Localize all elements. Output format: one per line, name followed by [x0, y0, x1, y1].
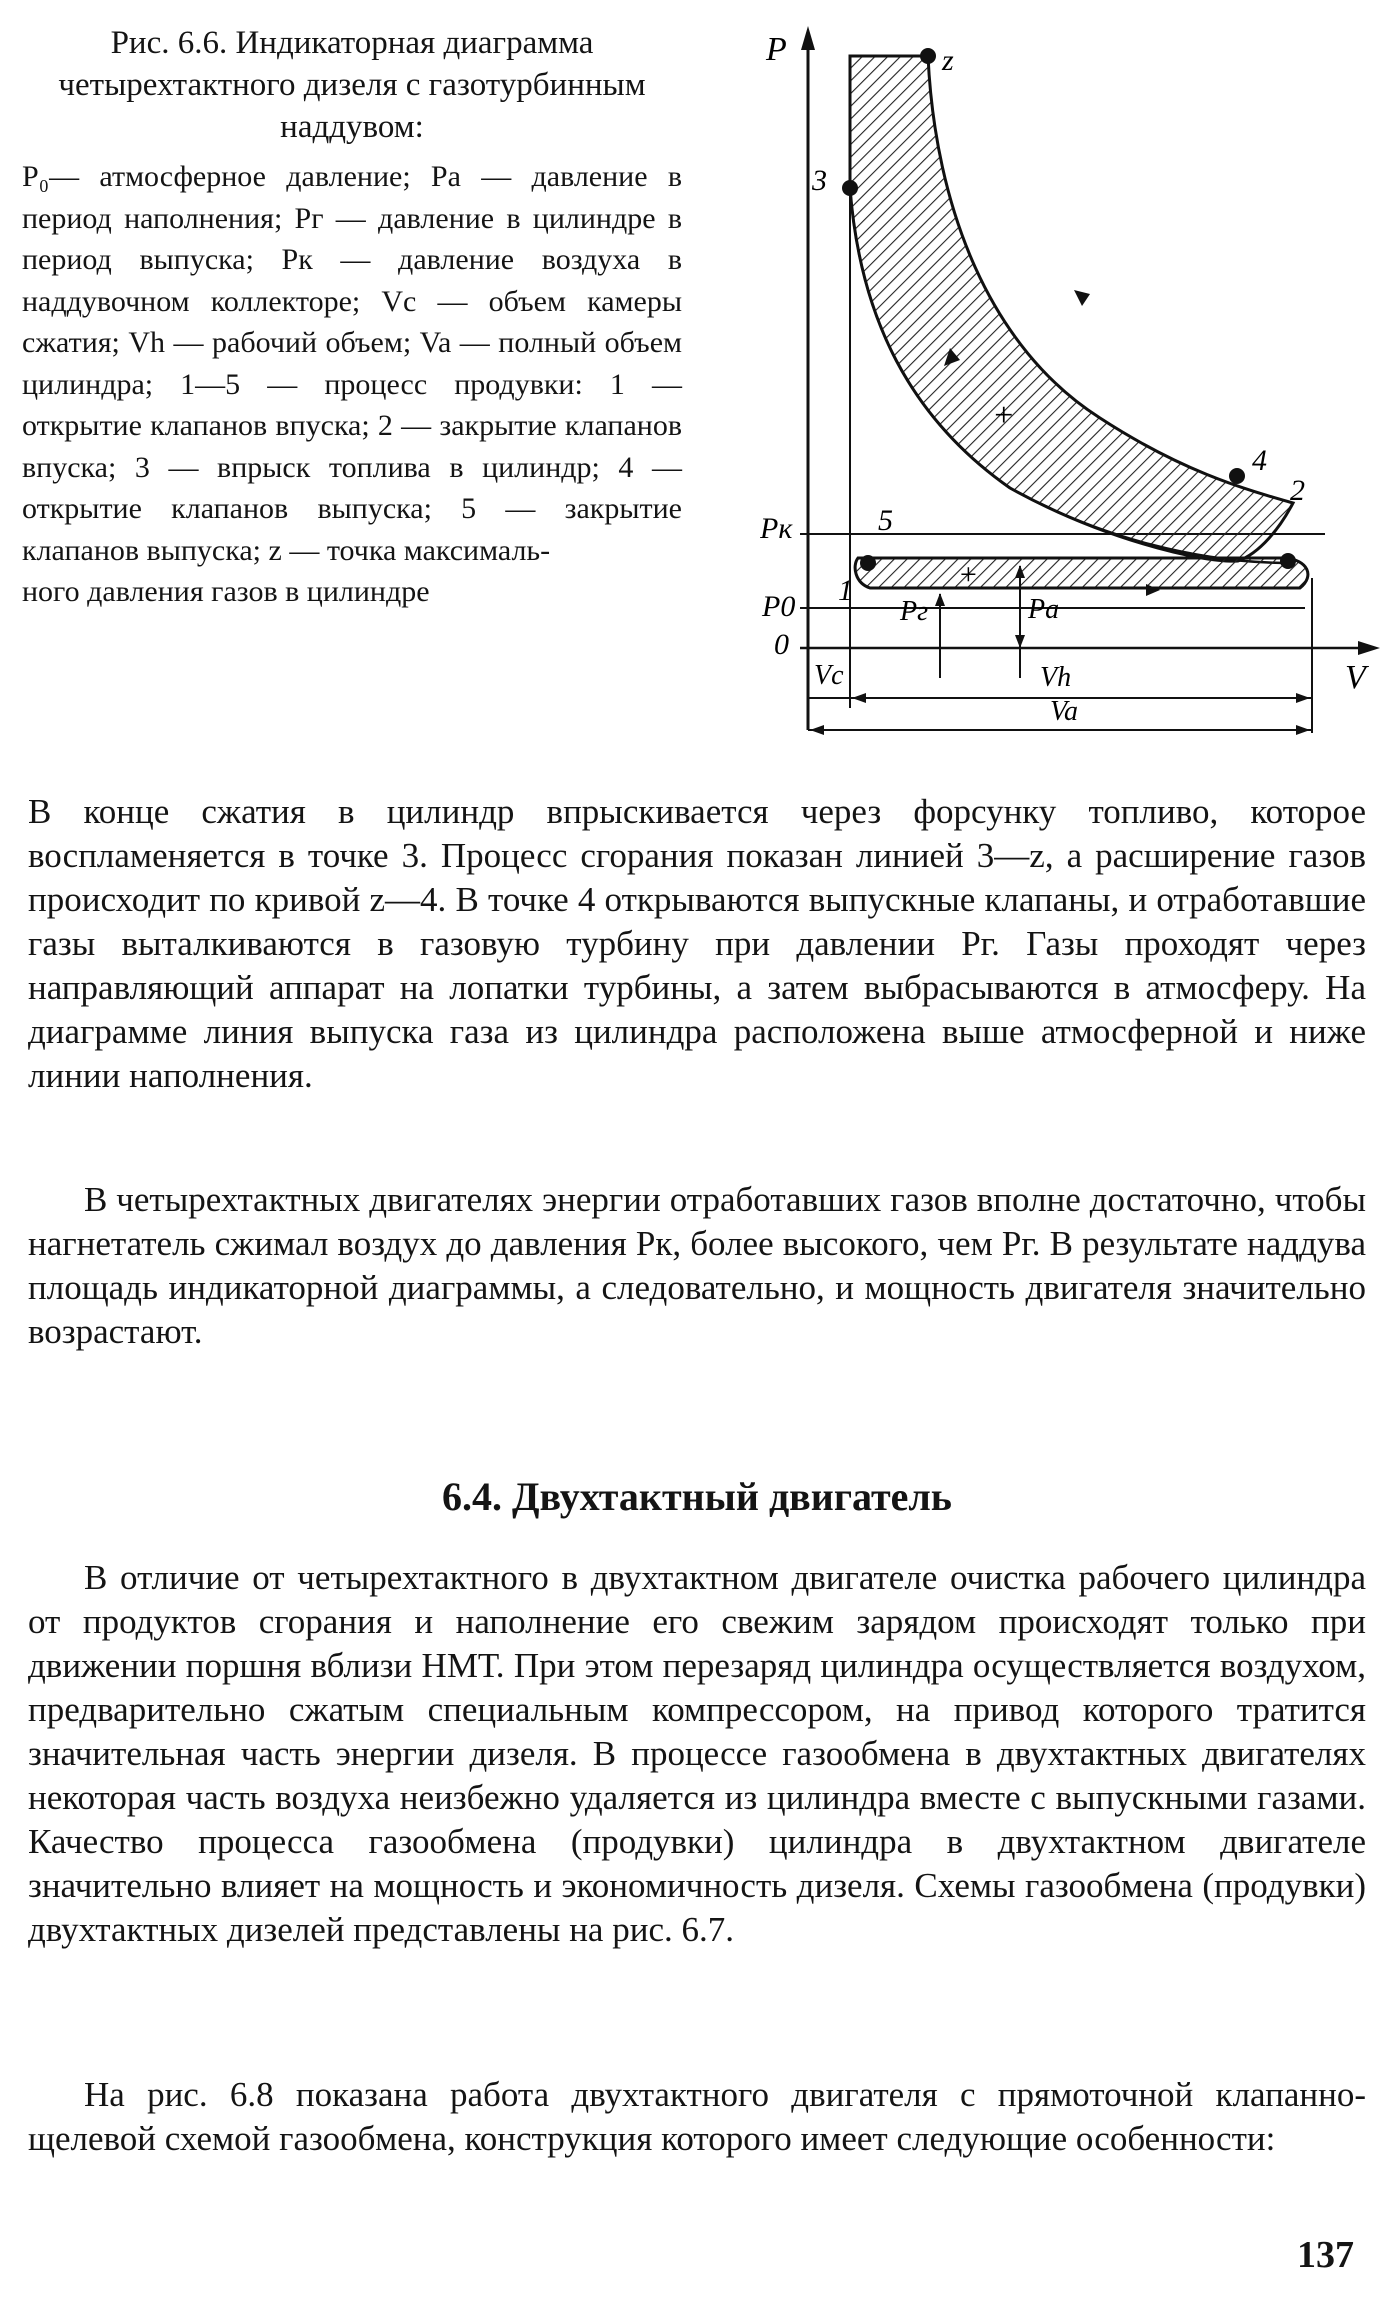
paragraph-2-text: В четырехтактных двигателях энергии отработавших газов вполне достаточно, чтобы нагнетатель сжимал воздух до давления Pк, более высокого, чем Pг. В результате наддува площадь индикаторной диаграммы, а следовательно, и мощность двигателя значительно возрастают.	[28, 1180, 1366, 1351]
indicator-diagram	[760, 18, 1380, 748]
caption-body-text: P₀— атмосферное давление; Pa — давление в период наполнения; Pг — давление в цилиндре в период выпуска; Pк — давление воздуха в наддувочном коллекторе; Vc — объем камеры сжатия; Vh — рабочий объем; Va — полный объем цилиндра; 1—5 — процесс продувки: 1 — открытие клапанов впуска; 2 — закрытие клапанов впуска; 3 — впрыск топлива в цилиндр; 4 — открытие клапанов выпуска; 5 — закрытие клапанов выпуска; z — точка максималь-	[22, 160, 682, 567]
point-3	[842, 180, 858, 196]
paragraph-3	[28, 1556, 1366, 1952]
expansion-arrow	[1074, 290, 1090, 306]
caption-body-last: ного давления газов в цилиндре	[22, 575, 430, 608]
point-z	[920, 48, 936, 64]
paragraph-3-text: В отличие от четырехтактного в двухтактном двигателе очистка рабочего цилиндра от продуктов сгорания и наполнение его свежим зарядом происходят только при движении поршня вблизи НМТ. При этом перезаряд цилиндра осуществляется воздухом, предварительно сжатым специальным компрессором, на привод которого тратится значительная часть энергии дизеля. В процессе газообмена в двухтактных двигателях некоторая часть воздуха неизбежно удаляется из цилиндра вместе с выпускными газами. Качество процесса газообмена (продувки) цилиндра в двухтактном двигателе значительно влияет на мощность и экономичность дизеля. Схемы газообмена (продувки) двухтактных дизелей представлены на рис. 6.7.	[28, 1558, 1366, 1949]
vh-arrowhead-left	[852, 693, 866, 703]
paragraph-1-text: В конце сжатия в цилиндр впрыскивается через форсунку топливо, которое воспламеняется в точке 3. Процесс сгорания показан линией 3—z, а расширение газов происходит по кривой z—4. В точке 4 открываются выпускные клапаны, и отработавшие газы выталкиваются в газовую турбину при давлении Pг. Газы проходят через направляющий аппарат на лопатки турбины, а затем выбрасываются в атмосферу. На диаграмме линия выпуска газа из цилиндра расположена выше атмосферной и ниже линии наполнения.	[28, 792, 1366, 1095]
pa-arrowhead-bottom	[1015, 635, 1025, 648]
paragraph-4	[28, 2073, 1366, 2161]
caption-body	[22, 156, 682, 613]
gas-exchange-loop	[855, 558, 1308, 588]
label-vh: Vh	[1040, 662, 1072, 693]
label-axis-p: P	[766, 31, 787, 68]
point-2	[1280, 553, 1296, 569]
pg-arrowhead-top	[935, 593, 945, 606]
paragraph-1	[28, 790, 1366, 1098]
point-4	[1229, 468, 1245, 484]
point-1	[860, 555, 876, 571]
label-z: z	[942, 44, 954, 77]
va-arrowhead-left	[810, 725, 824, 735]
label-2: 2	[1290, 474, 1305, 507]
label-zero: 0	[774, 628, 789, 661]
label-3: 3	[812, 164, 827, 197]
vh-arrowhead-right	[1296, 693, 1310, 703]
label-pk: Pк	[760, 512, 793, 545]
label-pg: Pг	[900, 596, 929, 627]
label-pa: Pa	[1028, 594, 1060, 625]
label-5: 5	[878, 504, 893, 537]
working-loop	[850, 56, 1293, 561]
label-plus-top: +	[992, 397, 1015, 434]
label-va: Va	[1050, 696, 1078, 727]
label-vc: Vc	[814, 660, 844, 691]
paragraph-2	[28, 1178, 1366, 1354]
label-plus-bottom: +	[958, 558, 979, 591]
indicator-diagram-svg	[760, 18, 1380, 748]
paragraph-4-text: На рис. 6.8 показана работа двухтактного двигателя с прямоточной клапанно-щелевой схемой газообмена, конструкция которого имеет следующие особенности:	[28, 2075, 1366, 2158]
label-1: 1	[838, 574, 853, 607]
figure-caption	[22, 22, 682, 613]
label-4: 4	[1252, 444, 1267, 477]
va-arrowhead-right	[1296, 725, 1310, 735]
v-axis-arrow	[1358, 641, 1380, 655]
p-axis-arrow	[801, 26, 815, 50]
caption-title: Рис. 6.6. Индикаторная диаграмма четырехтактного дизеля с газотурбинным наддувом:	[58, 25, 646, 145]
label-p0: P0	[762, 590, 796, 623]
section-heading: 6.4. Двухтактный двигатель	[442, 1474, 952, 1519]
page-number: 137	[1297, 2234, 1354, 2276]
label-axis-v: V	[1345, 659, 1366, 696]
